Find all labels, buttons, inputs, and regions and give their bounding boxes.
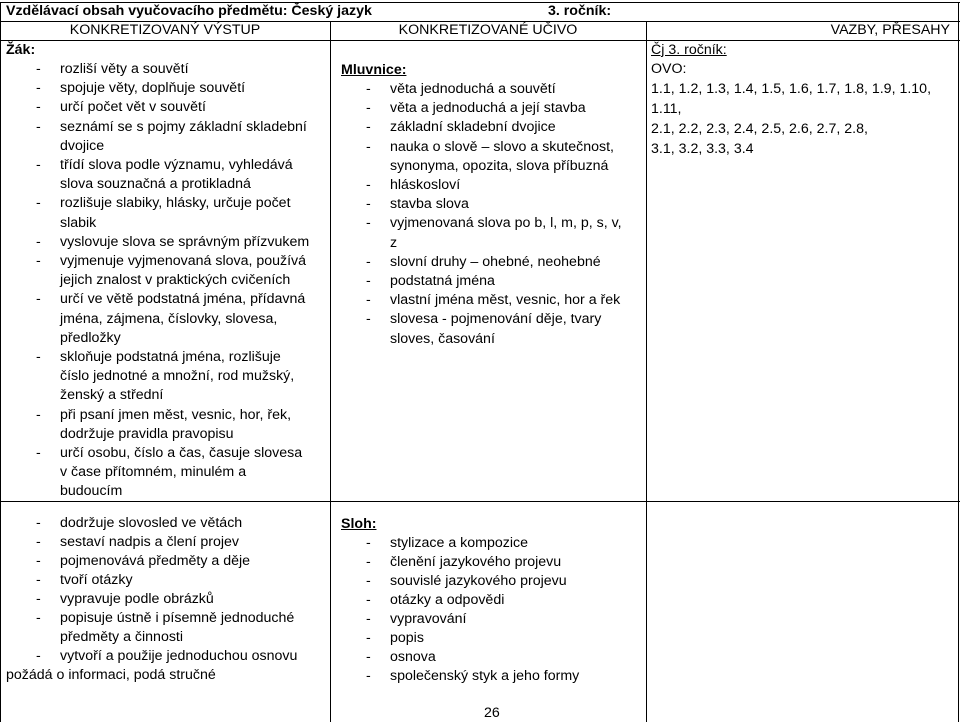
bullet-dash: - [366, 630, 371, 646]
bullet-dash: - [366, 668, 371, 684]
style-item-line: stylizace a kompozice [390, 535, 528, 551]
style-item-line: vypravování [390, 611, 467, 627]
style-item-line: společenský styk a jeho formy [390, 668, 580, 684]
bullet-dash: - [366, 611, 371, 627]
output-line: jejich znalost v praktických cvičeních [60, 272, 291, 289]
bullet-dash: - [36, 99, 41, 116]
output2-line: předměty a činnosti [60, 629, 184, 645]
bullet-dash: - [36, 233, 41, 250]
output-line: rozliší věty a souvětí [60, 61, 189, 77]
bullet-dash: - [366, 535, 371, 551]
output-line: určí ve větě podstatná jména, přídavná [60, 291, 306, 308]
output-line: vyslovuje slova se správným přízvukem [60, 233, 310, 250]
bullet-dash: - [36, 515, 41, 531]
bullet-dash: - [36, 291, 41, 308]
style-item-line: otázky a odpovědi [390, 592, 505, 608]
output-line: dvojice [60, 137, 105, 154]
grammar-item-line: podstatná jména [390, 273, 495, 289]
bullet-dash: - [36, 195, 41, 212]
grammar-item-line: základní skladební dvojice [390, 119, 556, 136]
bullet-dash: - [366, 649, 371, 665]
grammar-item-line: hláskosloví [390, 177, 461, 193]
output-line: vyjmenuje vyjmenovaná slova, používá [60, 253, 307, 269]
bullet-dash: - [36, 61, 41, 77]
output-line: předložky [60, 329, 121, 346]
output-line: seznámí se s pojmy základní skladební [60, 118, 307, 135]
grammar-item-line: slovní druhy – ohebné, neohebné [390, 253, 601, 270]
style-item-line: popis [390, 630, 424, 646]
bullet-dash: - [36, 591, 41, 607]
grade-label: 3. ročník: [548, 3, 612, 19]
output-line: rozlišuje slabiky, hlásky, určuje počet [60, 195, 291, 212]
grammar-item-line: věta a jednoduchá a její stavba [390, 100, 586, 117]
grammar-item-line: sloves, časování [390, 330, 495, 347]
output-line: číslo jednotné a množní, rod mužský, [60, 368, 295, 385]
output-line: dodržuje pravidla pravopisu [60, 425, 234, 442]
output2-line: pojmenovává předměty a děje [60, 553, 251, 569]
output2-line: vytvoří a použije jednoduchou osnovu [60, 648, 298, 664]
bullet-dash: - [36, 534, 41, 550]
output-line: slova souznačná a protikladná [60, 176, 251, 193]
style-label: Sloh: [341, 516, 377, 532]
output-line: spojuje věty, doplňuje souvětí [60, 80, 246, 97]
link-codes-line: 3.1, 3.2, 3.3, 3.4 [651, 141, 754, 157]
link-codes-line: 2.1, 2.2, 2.3, 2.4, 2.5, 2.6, 2.7, 2.8, [651, 121, 868, 137]
bullet-dash: - [366, 311, 371, 328]
bullet-dash: - [366, 196, 371, 213]
bullet-dash: - [36, 610, 41, 626]
grammar-item-line: nauka o slově – slovo a skutečnost, [390, 138, 614, 155]
bullet-dash: - [36, 349, 41, 365]
column-header-outputs: KONKRETIZOVANÝ VÝSTUP [69, 22, 261, 38]
output-line: skloňuje podstatná jména, rozlišuje [60, 349, 281, 365]
grammar-item-line: věta jednoduchá a souvětí [390, 81, 556, 97]
bullet-dash: - [366, 573, 371, 589]
bullet-dash: - [36, 445, 41, 461]
grammar-item-line: synonyma, opozita, slova příbuzná [390, 157, 609, 174]
bullet-dash: - [366, 554, 371, 570]
bullet-dash: - [366, 177, 371, 193]
output-line: při psaní jmen měst, vesnic, hor, řek, [60, 406, 292, 423]
grammar-label: Mluvnice: [341, 62, 407, 78]
column-header-content: KONKRETIZOVANÉ UČIVO [398, 22, 578, 38]
bullet-dash: - [366, 119, 371, 136]
style-item-line: členění jazykového projevu [390, 554, 562, 570]
output-line: v čase přítomném, minulém a [60, 464, 247, 481]
bullet-dash: - [36, 80, 41, 97]
output2-line: sestaví nadpis a člení projev [60, 534, 240, 550]
style-item-line: osnova [390, 649, 436, 665]
style-item-line: souvislé jazykového projevu [390, 573, 567, 589]
output-line: slabik [60, 214, 97, 231]
table-border-left [0, 2, 1, 722]
output2-line: popisuje ústně i písemně jednoduché [60, 610, 295, 626]
bullet-dash: - [36, 118, 41, 135]
output-line: jména, zájmena, číslovky, slovesa, [60, 310, 278, 327]
grammar-item-line: slovesa - pojmenování děje, tvary [390, 311, 602, 328]
output-line: ženský a střední [60, 387, 164, 404]
page-number: 26 [484, 705, 500, 721]
bullet-dash: - [366, 592, 371, 608]
output2-line: dodržuje slovosled ve větách [60, 515, 243, 531]
column-header-links: VAZBY, PŘESAHY [830, 22, 950, 38]
pupil-label: Žák: [6, 42, 36, 58]
bullet-dash: - [366, 253, 371, 270]
bullet-dash: - [36, 253, 41, 269]
bullet-dash: - [36, 553, 41, 569]
document-title: Vzdělávací obsah vyučovacího předmětu: Český jazyk [6, 3, 372, 19]
link-codes-line: 1.11, [651, 101, 682, 117]
links-label: Čj 3. ročník: [651, 42, 727, 58]
bullet-dash: - [366, 215, 371, 232]
bullet-dash: - [36, 648, 41, 664]
links-sub-label: OVO: [651, 61, 687, 77]
column-divider-2 [646, 21, 647, 722]
output-tail: požádá o informaci, podá stručné [6, 667, 216, 683]
bullet-dash: - [366, 292, 371, 309]
bullet-dash: - [36, 572, 41, 588]
output2-line: vypravuje podle obrázků [60, 591, 214, 607]
output2-line: tvoří otázky [60, 572, 133, 588]
section-divider [0, 501, 960, 502]
bullet-dash: - [366, 81, 371, 97]
column-divider-1 [330, 21, 331, 722]
grammar-item-line: stavba slova [390, 196, 469, 213]
bullet-dash: - [366, 100, 371, 117]
grammar-item-line: vlastní jména měst, vesnic, hor a řek [390, 292, 621, 309]
output-line: budoucím [60, 483, 123, 500]
link-codes-line: 1.1, 1.2, 1.3, 1.4, 1.5, 1.6, 1.7, 1.8, 1.9, 1.10, [651, 81, 932, 97]
grammar-item-line: vyjmenovaná slova po b, l, m, p, s, v, [390, 215, 622, 232]
output-line: určí počet vět v souvětí [60, 99, 206, 116]
bullet-dash: - [366, 138, 371, 155]
output-line: určí osobu, číslo a čas, časuje slovesa [60, 445, 303, 461]
output-line: třídí slova podle významu, vyhledává [60, 157, 293, 173]
grammar-item-line: z [390, 234, 398, 251]
bullet-dash: - [36, 406, 41, 423]
bullet-dash: - [366, 273, 371, 289]
bullet-dash: - [36, 157, 41, 173]
header-row-divider-2 [0, 40, 960, 41]
table-border-right [958, 2, 959, 722]
